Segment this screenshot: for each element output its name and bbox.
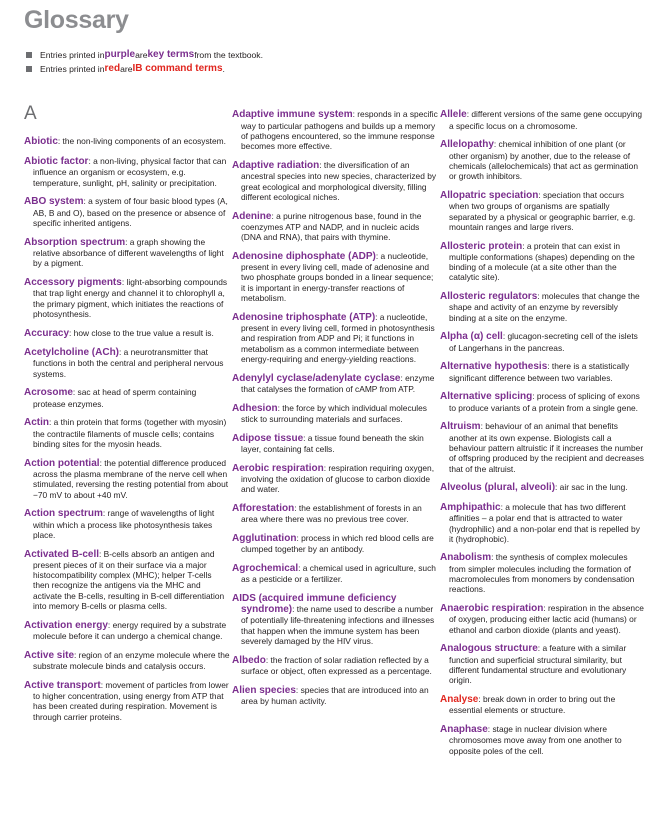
- glossary-term: Adenosine diphosphate (ADP): [232, 250, 376, 262]
- glossary-column-2: [232, 101, 438, 708]
- glossary-definition: : chemical inhibition of one plant (or other organism) by another, due to the release of chemicals (allelochemicals) that act as germination or growth inhibitors.: [449, 139, 638, 182]
- glossary-term: Anaerobic respiration: [440, 603, 544, 615]
- glossary-definition: : behaviour of an animal that benefits another at its own expense. Biologists call a behaviour pattern altruistic if it increases the number of offspring produced by the recipient and decreases that of the altruist.: [449, 421, 644, 474]
- glossary-term: Activated B-cell: [24, 548, 100, 560]
- legend-text: from the textbook.: [194, 50, 263, 60]
- legend-text: are: [120, 64, 133, 74]
- glossary-definition: : a feature with a similar function and superficial structural similarity, but different fundamental structure and evolutionary origin.: [449, 643, 627, 686]
- bullet-square-icon: [26, 52, 32, 58]
- legend-row-key-terms: [26, 48, 263, 62]
- glossary-term: Alternative splicing: [440, 391, 533, 403]
- glossary-definition: : a system of four basic blood types (A, AB, B and O), based on the presence or absence of specific inherited antigens.: [33, 196, 228, 228]
- glossary-definition: : range of wavelengths of light within which a process like photosynthesis takes place.: [33, 508, 215, 540]
- bullet-square-icon: [26, 66, 32, 72]
- glossary-entry: [232, 533, 438, 555]
- glossary-definition: : the fraction of solar radiation reflected by a surface or object, often expressed as a percentage.: [241, 654, 432, 676]
- glossary-definition: : a molecule that has two different affinities – a polar end that is attracted to water (hydrophilic) and a non-polar end that is repelled by it (hydrophobic).: [449, 501, 640, 544]
- glossary-entry: [440, 331, 646, 353]
- glossary-entry: [24, 277, 230, 319]
- legend-term: IB command terms: [132, 63, 223, 74]
- glossary-entry: [24, 458, 230, 500]
- glossary-term: Anaphase: [440, 723, 488, 735]
- glossary-entry: [440, 502, 646, 544]
- glossary-entry: [440, 694, 646, 716]
- glossary-entry: [440, 109, 646, 131]
- glossary-entry: [24, 237, 230, 269]
- glossary-term: Anabolism: [440, 552, 492, 564]
- glossary-entry: [24, 620, 230, 642]
- glossary-definition: : a thin protein that forms (together with myosin) the contractile filaments of muscle cells; contains binding sites for the myosin heads.: [33, 417, 227, 450]
- legend-keyword: red: [104, 63, 121, 74]
- glossary-definition: : energy required by a substrate molecule before it can undergo a chemical change.: [33, 619, 227, 642]
- glossary-term: Actin: [24, 417, 49, 429]
- glossary-term: Agrochemical: [232, 562, 299, 574]
- glossary-definition: : sac at head of sperm containing protease enzymes.: [33, 387, 197, 409]
- glossary-entry: [24, 387, 230, 409]
- glossary-term: Alpha (α) cell: [440, 331, 503, 343]
- glossary-entry: [24, 549, 230, 612]
- glossary-entry: [232, 160, 438, 202]
- glossary-term: Abiotic: [24, 136, 58, 148]
- glossary-term: Analyse: [440, 693, 479, 705]
- glossary-definition: : process in which red blood cells are clumped together by an antibody.: [241, 532, 434, 555]
- glossary-entry: [440, 139, 646, 181]
- glossary-definition: : the force by which individual molecules stick to surrounding materials and surfaces.: [241, 402, 427, 424]
- glossary-term: Acetylcholine (ACh): [24, 347, 120, 359]
- legend-text: Entries printed in: [40, 64, 105, 74]
- glossary-entry: [440, 482, 646, 493]
- legend-text: Entries printed in: [40, 50, 105, 60]
- legend-row-command-terms: [26, 62, 263, 76]
- glossary-entry: [24, 508, 230, 540]
- glossary-term: Accuracy: [24, 327, 70, 339]
- glossary-term: Afforestation: [232, 502, 295, 514]
- glossary-definition: : a non-living, physical factor that can influence an organism or ecosystem, e.g. temperature, sunlight, pH, salinity or precipitation.: [33, 156, 227, 188]
- glossary-definition: : break down in order to bring out the essential elements or structure.: [449, 693, 616, 716]
- glossary-term: Adipose tissue: [232, 432, 304, 444]
- glossary-term: Accessory pigments: [24, 276, 122, 288]
- glossary-term: Adaptive radiation: [232, 159, 320, 171]
- glossary-definition: : species that are introduced into an area by human activity.: [241, 684, 429, 706]
- glossary-definition: : a chemical used in agriculture, such as a pesticide or a fertilizer.: [241, 562, 436, 585]
- glossary-entry: [24, 680, 230, 722]
- glossary-term: Agglutination: [232, 532, 297, 544]
- glossary-term: ABO system: [24, 196, 84, 208]
- glossary-entry: [232, 312, 438, 364]
- glossary-entry: [232, 211, 438, 243]
- glossary-term: Amphipathic: [440, 501, 501, 513]
- glossary-definition: : a purine nitrogenous base, found in the coenzymes ATP and NADP, and in nucleic acids (DNA and RNA), that pairs with thymine.: [241, 210, 422, 243]
- glossary-term: Alien species: [232, 684, 296, 696]
- glossary-definition: : the potential difference produced across the plasma membrane of the nerve cell when stimulated, reversing the resting potential from about −70 mV to about +40 mV.: [33, 457, 229, 500]
- glossary-definition: : a graph showing the relative absorbance of different wavelengths of light by a pigment.: [33, 236, 224, 269]
- glossary-definition: : glucagon-secreting cell of the islets of Langerhans in the pancreas.: [449, 331, 638, 353]
- legend-keyword: purple: [104, 49, 136, 60]
- glossary-term: Activation energy: [24, 619, 108, 631]
- glossary-definition: : enzyme that catalyses the formation of cAMP from ATP.: [241, 372, 435, 394]
- glossary-entry: [440, 190, 646, 232]
- legend: [26, 48, 263, 76]
- glossary-definition: : the non-living components of an ecosystem.: [57, 136, 226, 147]
- glossary-term: Abiotic factor: [24, 156, 89, 168]
- glossary-term: Absorption spectrum: [24, 236, 126, 248]
- glossary-term: AIDS (acquired immune deficiency syndrome): [232, 592, 397, 616]
- glossary-definition: : there is a statistically significant difference between two variables.: [449, 361, 630, 383]
- glossary-entry: [440, 361, 646, 383]
- glossary-term: Allelopathy: [440, 139, 494, 151]
- glossary-column-1: [24, 128, 230, 724]
- section-letter-heading: A: [24, 103, 37, 124]
- glossary-entry: [232, 373, 438, 395]
- glossary-term: Action potential: [24, 457, 100, 469]
- glossary-term: Aerobic respiration: [232, 462, 324, 474]
- glossary-entry: [24, 417, 230, 449]
- glossary-term: Alternative hypothesis: [440, 361, 548, 373]
- glossary-entry: [232, 503, 438, 525]
- glossary-definition: : responds in a specific way to particular pathogens and builds up a memory of pathogens encountered, so the immune response becomes more effective.: [241, 109, 438, 152]
- glossary-definition: : respiration requiring oxygen, involving the oxidation of glucose to carbon dioxide and water.: [241, 462, 435, 495]
- glossary-definition: : air sac in the lung.: [555, 482, 628, 493]
- glossary-term: Adhesion: [232, 402, 278, 414]
- glossary-entry: [440, 421, 646, 473]
- glossary-entry: [440, 391, 646, 413]
- glossary-entry: [24, 650, 230, 672]
- glossary-column-3: [440, 101, 646, 758]
- glossary-definition: : respiration in the absence of oxygen, producing either lactic acid (humans) or ethanol and carbon dioxide (plants and yeast).: [449, 603, 644, 635]
- glossary-term: Altruism: [440, 421, 481, 433]
- glossary-term: Analogous structure: [440, 643, 538, 655]
- glossary-definition: : a neurotransmitter that functions in both the central and peripheral nervous systems.: [33, 347, 224, 379]
- glossary-definition: : process of splicing of exons to produce variants of a protein from a single gene.: [449, 391, 640, 413]
- glossary-definition: : the name used to describe a number of potentially life-threatening infections and illnesses that happen when the immune system has been severely damaged by the HIV virus.: [241, 604, 435, 646]
- glossary-definition: : molecules that change the shape and activity of an enzyme by reversibly binding at a site on the enzyme.: [449, 291, 640, 323]
- legend-term: key terms: [147, 49, 195, 60]
- glossary-definition: : a tissue found beneath the skin layer, containing fat cells.: [241, 432, 424, 454]
- glossary-term: Albedo: [232, 654, 266, 666]
- glossary-entry: [232, 563, 438, 585]
- glossary-entry: [232, 251, 438, 303]
- glossary-entry: [440, 552, 646, 594]
- glossary-definition: : the synthesis of complex molecules from simpler molecules including the formation of macromolecules from monomers by condensation reactions.: [449, 552, 635, 595]
- glossary-term: Active site: [24, 649, 75, 661]
- glossary-term: Action spectrum: [24, 508, 103, 520]
- glossary-definition: : light-absorbing compounds that trap light energy and channel it to chlorophyll a, the primary pigment, which initiates the reactions of photosynthesis.: [33, 276, 228, 319]
- glossary-definition: : the diversification of an ancestral species into new species, characterized by great ecological and morphological diversity, filling different ecological niches.: [241, 159, 437, 202]
- glossary-entry: [24, 347, 230, 379]
- glossary-entry: [232, 655, 438, 677]
- glossary-entry: [232, 403, 438, 425]
- glossary-entry: [232, 463, 438, 495]
- glossary-definition: : movement of particles from lower to higher concentration, using energy from ATP that has been created during respiration. Movement is through carrier proteins.: [33, 679, 229, 722]
- glossary-definition: : region of an enzyme molecule where the substrate molecule binds and catalysis occurs.: [33, 649, 230, 672]
- glossary-entry: [232, 593, 438, 646]
- glossary-term: Adenylyl cyclase/adenylate cyclase: [232, 372, 401, 384]
- glossary-term: Acrosome: [24, 387, 73, 399]
- glossary-term: Adaptive immune system: [232, 109, 353, 121]
- legend-text: are: [135, 50, 148, 60]
- glossary-term: Adenine: [232, 210, 272, 222]
- glossary-definition: : a nucleotide, present in every living cell, formed in photosynthesis and respiration from ADP and Pi; it functions in metabolism as a common intermediate between energy-requiring and energy-yielding reactions.: [241, 311, 435, 364]
- glossary-definition: : the establishment of forests in an area where there was no previous tree cover.: [241, 502, 422, 525]
- glossary-entry: [440, 724, 646, 756]
- glossary-term: Allosteric protein: [440, 240, 523, 252]
- glossary-entry: [232, 685, 438, 707]
- glossary-entry: [440, 643, 646, 685]
- legend-text: .: [222, 64, 225, 74]
- page-title: Glossary: [24, 6, 129, 34]
- glossary-entry: [440, 603, 646, 635]
- glossary-term: Adenosine triphosphate (ATP): [232, 311, 376, 323]
- glossary-term: Allopatric speciation: [440, 189, 539, 201]
- glossary-term: Alveolus (plural, alveoli): [440, 482, 556, 494]
- glossary-entry: [24, 196, 230, 228]
- glossary-definition: : B-cells absorb an antigen and present pieces of it on their surface via a major histocompatibility complex (MHC); helper T-cells then recognize the antigens via the MHC and activate the B-cells, resulting in B-cell differentiation into memory B-cells or plasma cells.: [33, 548, 225, 612]
- glossary-definition: : different versions of the same gene occupying a specific locus on a chromosome.: [449, 109, 643, 131]
- glossary-entry: [232, 433, 438, 455]
- glossary-definition: : speciation that occurs when two groups of organisms are spatially separated by a physical or geographic barrier, e.g. mountain ranges and large rivers.: [449, 189, 636, 232]
- glossary-entry: [24, 156, 230, 188]
- glossary-definition: : a nucleotide, present in every living cell, made of adenosine and two phosphate groups bonded in a linear sequence; it is important in energy-transfer reactions of metabolism.: [241, 250, 434, 304]
- glossary-entry: [440, 241, 646, 283]
- glossary-definition: : how close to the true value a result is.: [69, 327, 214, 338]
- glossary-term: Allele: [440, 109, 467, 121]
- glossary-term: Allosteric regulators: [440, 291, 538, 303]
- glossary-entry: [24, 328, 230, 339]
- glossary-definition: : a protein that can exist in multiple conformations (shapes) depending on the binding of a molecule (at a site other than the catalytic site).: [449, 240, 635, 283]
- glossary-term: Active transport: [24, 679, 101, 691]
- glossary-entry: [232, 109, 438, 151]
- glossary-entry: [24, 136, 230, 147]
- glossary-entry: [440, 291, 646, 323]
- glossary-definition: : stage in nuclear division where chromosomes move away from one another to opposite poles of the cell.: [449, 723, 622, 756]
